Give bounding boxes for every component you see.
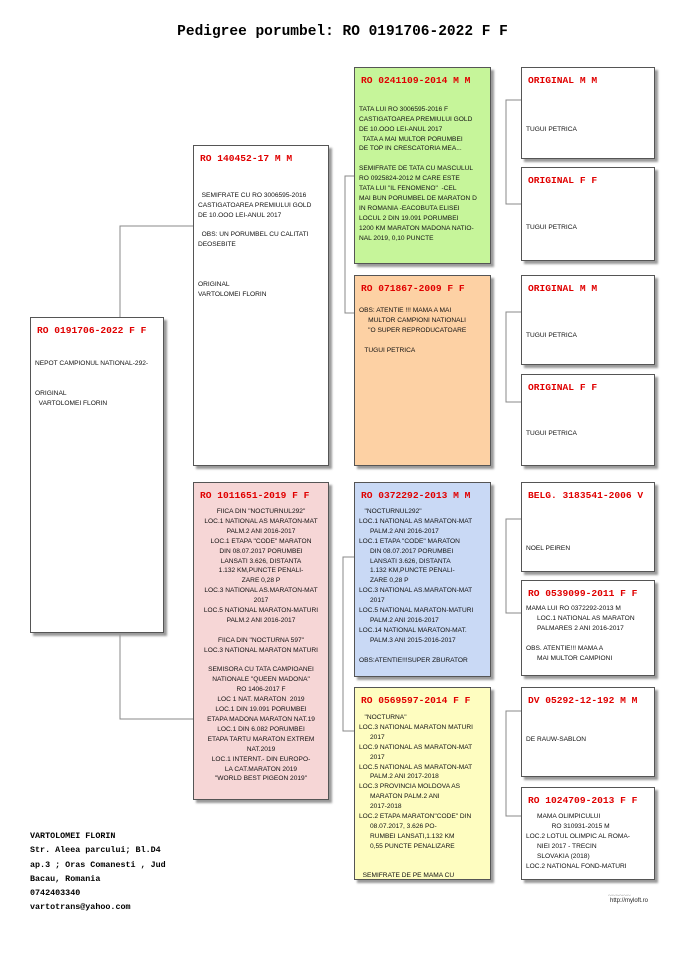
detail-line: LOC 1 NAT. MARATON 2019 bbox=[217, 696, 305, 704]
detail-line: ZARE 0,28 P bbox=[359, 577, 409, 585]
detail-line: LOC.14 NATIONAL MARATON-MAT. bbox=[359, 626, 467, 634]
detail-line bbox=[198, 171, 324, 181]
detail-line bbox=[526, 715, 650, 725]
ring-number: RO 0539099-2011 F F bbox=[528, 588, 638, 599]
sire-details bbox=[198, 171, 324, 300]
detail-line: OBS:ATENTIE!!!SUPER ZBURATOR bbox=[359, 656, 468, 664]
detail-line: ETAPA MADONA MARATON NAT.19 bbox=[207, 716, 315, 723]
sire-dam-details bbox=[359, 296, 486, 355]
detail-line: LOC.1 INTERNT.- DIN EUROPO- bbox=[211, 755, 311, 763]
detail-line: LOC.3 NATIONAL MARATON MATURI bbox=[359, 723, 473, 731]
detail-line: LOC.5 NATIONAL MARATON-MATURI bbox=[203, 607, 319, 615]
detail-line bbox=[198, 181, 324, 191]
detail-line: LOC.3 NATIONAL AS.MARATON-MAT bbox=[204, 587, 318, 595]
detail-line: TUGUI PETRICA bbox=[526, 331, 577, 339]
sire-card bbox=[193, 145, 329, 466]
detail-line: 1.132 KM,PUNCTE PENALI- bbox=[218, 567, 304, 575]
detail-line: LOC.1 ETAPA "CODE" MARATON bbox=[210, 537, 312, 545]
detail-line: TUGUI PETRICA bbox=[526, 223, 577, 231]
detail-line: SEMISORA CU TATA CAMPIOANEI bbox=[208, 666, 314, 674]
detail-line: RO 310931-2015 M bbox=[526, 822, 610, 830]
card-details bbox=[526, 95, 650, 135]
detail-line: DE 10.OOO LEI-ANUL 2017 bbox=[359, 125, 443, 133]
detail-line: DIN 08.07.2017 PORUMBEI bbox=[359, 547, 454, 555]
sire-dam-sire-card bbox=[521, 275, 655, 365]
dam-dam-details bbox=[359, 713, 486, 880]
detail-line: 1200 KM MARATON MADONA NATIO- bbox=[359, 224, 474, 232]
detail-line: NOEL PEIREN bbox=[526, 544, 571, 552]
card-details bbox=[526, 301, 650, 341]
detail-line bbox=[198, 250, 324, 260]
sire-sire-card bbox=[354, 67, 491, 264]
detail-line: NAT.2019 bbox=[246, 745, 276, 753]
subject-details bbox=[35, 359, 159, 409]
ring-number: ORIGINAL M M bbox=[528, 75, 598, 86]
detail-line: 2017 bbox=[359, 597, 385, 605]
detail-line bbox=[526, 504, 650, 514]
detail-line: LOC.5 NATIONAL AS MARATON-MAT bbox=[359, 763, 473, 771]
detail-line: 2017-2018 bbox=[359, 803, 402, 811]
sire-sire-details bbox=[359, 85, 486, 243]
detail-line bbox=[359, 852, 486, 862]
detail-line bbox=[526, 725, 650, 735]
detail-line: IN ROMANIA -EACOBUTA ELISEI bbox=[359, 204, 460, 212]
dam-sire-ring-number: RO 0372292-2013 M M bbox=[361, 490, 471, 501]
detail-line: LANSATI 3.626, DISTANTA bbox=[359, 557, 451, 565]
detail-line: NEPOT CAMPIONUL NATIONAL-292- bbox=[35, 360, 149, 367]
dam-dam-sire-card bbox=[521, 687, 655, 777]
detail-line: DIN 08.07.2017 PORUMBEI bbox=[219, 547, 303, 555]
detail-line bbox=[198, 221, 324, 231]
detail-line: PALM.2 ANI 2016-2017 bbox=[359, 527, 439, 535]
card-details bbox=[526, 504, 650, 553]
detail-line: LOC.3 NATIONAL AS.MARATON-MAT bbox=[359, 587, 473, 595]
breeder-name: VARTOLOMEI FLORIN bbox=[30, 831, 116, 841]
detail-line: TATA LUI RO 3006595-2016 F bbox=[359, 105, 449, 113]
signature-mark: ~~~~~~ bbox=[608, 892, 631, 900]
detail-line: OBS: UN PORUMBEL CU CALITATI bbox=[198, 231, 309, 239]
detail-line: TUGUI PETRICA bbox=[526, 125, 577, 133]
detail-line: SEMIFRATE DE TATA CU MASCULUL bbox=[359, 165, 474, 173]
detail-line: LOC.5 NATIONAL MARATON-MATURI bbox=[359, 607, 474, 615]
detail-line: ORIGINAL bbox=[198, 280, 230, 288]
detail-line: LOC.1 ETAPA "CODE" MARATON bbox=[359, 537, 460, 545]
detail-line bbox=[198, 270, 324, 280]
detail-line: TUGUI PETRICA bbox=[359, 346, 416, 354]
detail-line bbox=[359, 95, 486, 105]
detail-line: LOC.9 NATIONAL AS MARATON-MAT bbox=[359, 743, 473, 751]
detail-line bbox=[359, 336, 486, 346]
detail-line bbox=[526, 95, 650, 105]
detail-line bbox=[198, 626, 324, 636]
dam-sire-sire-card bbox=[521, 482, 655, 572]
dam-dam-dam-card bbox=[521, 787, 655, 880]
website-link[interactable]: http://myloft.ro bbox=[610, 898, 649, 904]
detail-line: PALM.3 ANI 2015-2016-2017 bbox=[359, 636, 456, 644]
ring-number: ORIGINAL M M bbox=[528, 283, 598, 294]
detail-line: ZARE 0,28 P bbox=[241, 577, 281, 585]
detail-line: RO 0925824-2012 M CARE ESTE bbox=[359, 175, 460, 183]
detail-line bbox=[526, 321, 650, 331]
detail-line: DE 10.OOO LEI-ANUL 2017 bbox=[198, 211, 282, 219]
page-title: Pedigree porumbel: RO 0191706-2022 F F bbox=[177, 24, 508, 40]
detail-line: TATA A MAI MULTOR PORUMBEI bbox=[359, 135, 463, 143]
sire-sire-dam-card bbox=[521, 167, 655, 261]
dam-sire-details bbox=[359, 507, 486, 665]
detail-line bbox=[198, 260, 324, 270]
detail-line: LA CAT.MARATON 2019 bbox=[224, 765, 298, 773]
detail-line: LOC.2 ETAPA MARATON"CODE" DIN bbox=[359, 813, 472, 821]
subject-pigeon-card bbox=[30, 317, 164, 633]
detail-line: LOC.1 DIN 6.082 PORUMBEI bbox=[217, 725, 305, 733]
email-address[interactable]: vartotrans@yahoo.com bbox=[30, 902, 131, 913]
dam-dam-card bbox=[354, 687, 491, 880]
sire-dam-dam-card bbox=[521, 374, 655, 466]
detail-line: LOC.3 NATIONAL MARATON MATURI bbox=[204, 646, 318, 654]
detail-line: OBS: ATENTIE !!! MAMA A MAI bbox=[359, 306, 452, 314]
detail-line: RO 1406-2017 F bbox=[236, 686, 286, 694]
detail-line bbox=[526, 115, 650, 125]
address-apartment: ap.3 ; Oras Comanesti , Jud bbox=[30, 859, 166, 870]
sire-sire-ring-number: RO 0241109-2014 M M bbox=[361, 75, 471, 86]
detail-line bbox=[526, 514, 650, 524]
detail-line bbox=[359, 646, 486, 656]
detail-line: MAI MULTOR CAMPIONI bbox=[526, 654, 613, 662]
dam-sire-card bbox=[354, 482, 491, 677]
dam-sire-dam-card bbox=[521, 580, 655, 676]
dam-ring-number: RO 1011651-2019 F F bbox=[200, 490, 310, 501]
detail-line: LOCUL 2 DIN 19.091 PORUMBEI bbox=[359, 214, 459, 222]
dam-details bbox=[198, 507, 324, 784]
card-details bbox=[526, 193, 650, 233]
detail-line bbox=[35, 379, 159, 389]
detail-line: SLOVAKIA (2018) bbox=[526, 852, 590, 860]
detail-line: PALMARES 2 ANI 2016-2017 bbox=[526, 624, 624, 632]
detail-line: "NOCTURNUL292" bbox=[359, 508, 422, 515]
card-details bbox=[526, 715, 650, 745]
detail-line: TUGUI PETRICA bbox=[526, 429, 577, 437]
detail-line bbox=[526, 105, 650, 115]
detail-line bbox=[359, 154, 486, 164]
dam-card bbox=[193, 482, 329, 800]
detail-line bbox=[198, 656, 324, 666]
detail-line bbox=[526, 524, 650, 534]
detail-line: LOC.2 LOTUL OLIMPIC AL ROMA- bbox=[526, 832, 630, 840]
detail-line: LANSATI 3.626, DISTANTA bbox=[220, 557, 302, 565]
phone-number: 0742403340 bbox=[30, 888, 81, 899]
detail-line bbox=[526, 193, 650, 203]
detail-line: VARTOLOMEI FLORIN bbox=[198, 290, 267, 298]
ring-number: ORIGINAL F F bbox=[528, 382, 598, 393]
sire-ring-number: RO 140452-17 M M bbox=[200, 153, 293, 164]
detail-line: FIICA DIN "NOCTURNA 597" bbox=[217, 636, 305, 644]
detail-line: LOC.1 NATIONAL AS MARATON-MAT bbox=[359, 517, 473, 525]
detail-line: LOC.2 NATIONAL FOND-MATURI bbox=[526, 862, 627, 870]
detail-line bbox=[35, 369, 159, 379]
detail-line: LOC.1 DIN 19.091 PORUMBEI bbox=[215, 706, 307, 714]
detail-line bbox=[526, 419, 650, 429]
detail-line: PALM.2 ANI 2016-2017 bbox=[226, 527, 296, 535]
detail-line: NIEI 2017 - TRECIN bbox=[526, 842, 597, 850]
detail-line: PALM.2 ANI 2016-2017 bbox=[359, 616, 439, 624]
breeder-contact bbox=[30, 829, 166, 915]
detail-line bbox=[359, 85, 486, 95]
detail-line: ORIGINAL bbox=[35, 389, 67, 397]
detail-line: PALM.2 ANI 2016-2017 bbox=[226, 616, 296, 624]
sire-sire-sire-card bbox=[521, 67, 655, 159]
detail-line: 2017 bbox=[253, 597, 269, 605]
sire-dam-card bbox=[354, 275, 491, 466]
detail-line: RUMBEI LANSATI,1.132 KM bbox=[359, 832, 455, 840]
dam-dam-ring-number: RO 0569597-2014 F F bbox=[361, 695, 471, 706]
detail-line bbox=[359, 296, 486, 306]
ring-number: RO 1024709-2013 F F bbox=[528, 795, 638, 806]
ring-number: ORIGINAL F F bbox=[528, 175, 598, 186]
card-details bbox=[526, 604, 650, 663]
detail-line bbox=[359, 862, 486, 872]
detail-line: ETAPA TARTU MARATON EXTREM bbox=[207, 735, 315, 743]
detail-line: OBS. ATENTIE!!! MAMA A bbox=[526, 644, 604, 652]
detail-line: FIICA DIN "NOCTURNUL292" bbox=[216, 508, 306, 515]
detail-line: NAL 2019, 0,10 PUNCTE bbox=[359, 234, 434, 242]
detail-line bbox=[526, 301, 650, 311]
detail-line bbox=[526, 634, 650, 644]
detail-line bbox=[526, 311, 650, 321]
detail-line bbox=[526, 534, 650, 544]
detail-line: LOC.1 NATIONAL AS MARATON-MAT bbox=[204, 517, 318, 525]
detail-line: DE RAUW-SABLON bbox=[526, 735, 586, 743]
detail-line: MAMA OLIMPICULUI bbox=[526, 813, 601, 820]
detail-line: "WORLD BEST PIGEON 2019" bbox=[214, 775, 308, 783]
detail-line: LOC.1 NATIONAL AS MARATON bbox=[526, 614, 635, 622]
ring-number: DV 05292-12-192 M M bbox=[528, 695, 638, 706]
detail-line: CASTIGATOAREA PREMIULUI GOLD bbox=[198, 201, 312, 209]
detail-line bbox=[526, 399, 650, 409]
detail-line: LOC.3 PROVINCIA MOLDOVA AS bbox=[359, 783, 461, 791]
detail-line: MULTOR CAMPIONI NATIONALI bbox=[359, 316, 466, 324]
card-details bbox=[526, 399, 650, 439]
detail-line: "NOCTURNA" bbox=[359, 714, 407, 721]
subject-ring-number: RO 0191706-2022 F F bbox=[37, 325, 147, 336]
detail-line: DEOSEBITE bbox=[198, 241, 236, 249]
sire-dam-ring-number: RO 071867-2009 F F bbox=[361, 283, 465, 294]
detail-line: VARTOLOMEI FLORIN bbox=[35, 399, 108, 407]
detail-line: CASTIGATOAREA PREMIULUI GOLD bbox=[359, 115, 473, 123]
address-street: Str. Aleea parcului; Bl.D4 bbox=[30, 845, 161, 856]
ring-number: BELG. 3183541-2006 V bbox=[528, 490, 644, 501]
detail-line: 0,55 PUNCTE PENALIZARE bbox=[359, 842, 455, 850]
detail-line: MAMA LUI RO 0372292-2013 M bbox=[526, 605, 621, 612]
detail-line bbox=[526, 213, 650, 223]
detail-line: "O SUPER REPRODUCATOARE bbox=[359, 326, 467, 334]
card-details bbox=[526, 812, 650, 871]
detail-line: 2017 bbox=[359, 753, 385, 761]
detail-line: NATIONALE "QUEEN MADONA" bbox=[212, 676, 310, 684]
address-county: Bacau, Romania bbox=[30, 873, 101, 884]
detail-line: SEMIFRATE CU RO 3006595-2016 bbox=[198, 191, 307, 199]
detail-line bbox=[526, 409, 650, 419]
detail-line: 1.132 KM,PUNCTE PENALI- bbox=[359, 567, 455, 575]
detail-line: 08.07.2017, 3.626 PO- bbox=[359, 822, 437, 830]
detail-line: MARATON PALM.2 ANI bbox=[359, 793, 440, 801]
detail-line: SEMIFRATE DE PE MAMA CU bbox=[359, 872, 455, 880]
detail-line bbox=[526, 203, 650, 213]
detail-line: MAI BUN PORUMBEL DE MARATON D bbox=[359, 194, 477, 202]
detail-line: DE TOP IN CRESCATORIA MEA... bbox=[359, 145, 462, 153]
detail-line: 2017 bbox=[359, 733, 385, 741]
detail-line: PALM.2 ANI 2017-2018 bbox=[359, 773, 439, 781]
detail-line: TATA LUI "IL FENOMENO" -CEL bbox=[359, 185, 457, 193]
